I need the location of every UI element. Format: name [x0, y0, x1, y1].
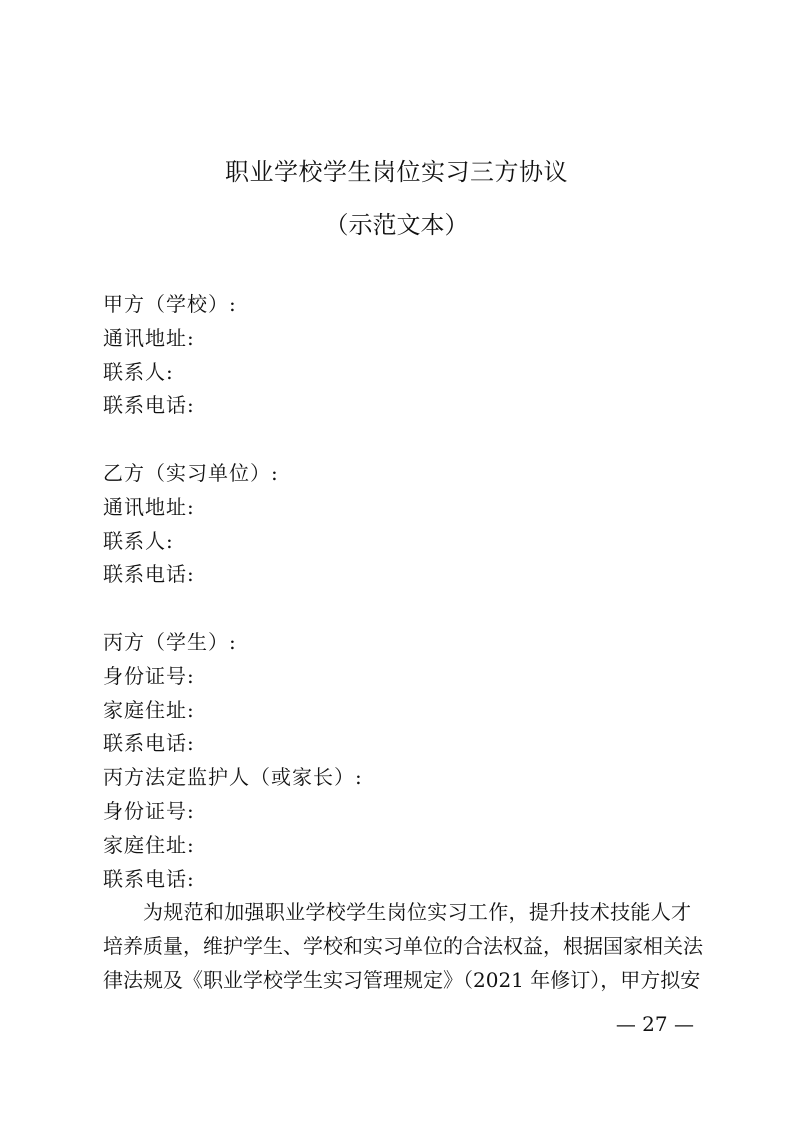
guardian-heading: 丙方法定监护人（或家长）: [103, 765, 363, 790]
party-b-contact-label: 联系人: [103, 528, 174, 553]
party-a-address-label: 通讯地址: [103, 325, 195, 350]
party-c-home-label: 家庭住址: [103, 697, 195, 722]
party-a-contact-label: 联系人: [103, 359, 174, 384]
intro-paragraph [103, 896, 703, 997]
party-c-phone-label: 联系电话: [103, 731, 195, 756]
guardian-id-label: 身份证号: [103, 798, 195, 823]
party-b-phone-label: 联系电话: [103, 562, 195, 587]
paragraph-line: 律法规及《职业学校学生实习管理规定》（2021 年修订），甲方拟安 [103, 967, 701, 992]
document-body [103, 288, 703, 998]
guardian-section [103, 761, 691, 896]
paragraph-line: 为规范和加强职业学校学生岗位实习工作，提升技术技能人才 [143, 900, 691, 925]
page-number: — 27 — [615, 1012, 694, 1036]
party-b-section [103, 457, 691, 592]
document-title: 职业学校学生岗位实习三方协议 [225, 158, 568, 186]
party-c-id-label: 身份证号: [103, 663, 195, 688]
party-a-section [103, 288, 691, 423]
guardian-phone-label: 联系电话: [103, 866, 195, 891]
paragraph-line: 培养质量，维护学生、学校和实习单位的合法权益，根据国家相关法 [103, 934, 703, 959]
blank-line [103, 592, 691, 626]
party-b-address-label: 通讯地址: [103, 494, 195, 519]
party-c-section [103, 626, 691, 761]
party-a-phone-label: 联系电话: [103, 393, 195, 418]
guardian-home-label: 家庭住址: [103, 832, 195, 857]
blank-line [103, 423, 691, 457]
party-c-heading: 丙方（学生）: [103, 629, 237, 654]
party-b-heading: 乙方（实习单位）: [103, 460, 279, 485]
party-a-heading: 甲方（学校）: [103, 292, 237, 316]
document-subtitle: （示范文本） [324, 211, 469, 239]
